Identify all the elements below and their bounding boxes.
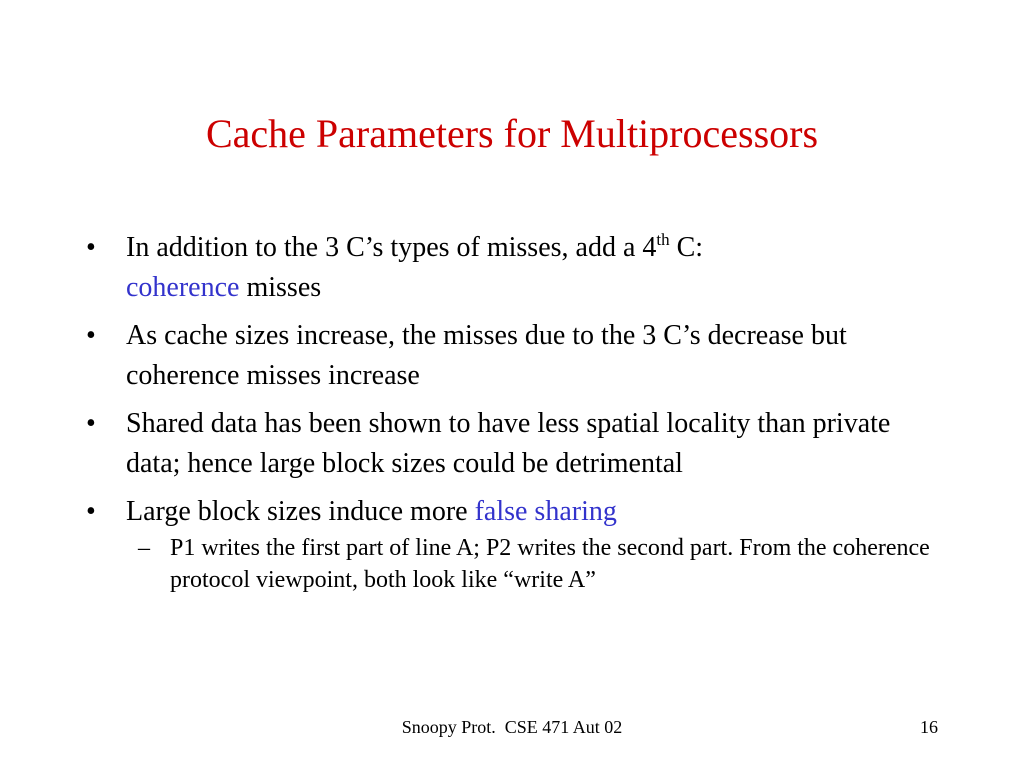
bullet-marker: • bbox=[86, 496, 96, 527]
page-number: 16 bbox=[920, 717, 938, 737]
highlight-false-sharing: false sharing bbox=[474, 496, 617, 527]
bullet-item-4 bbox=[80, 492, 940, 596]
bullet-item-2 bbox=[80, 316, 940, 396]
highlight-coherence: coherence bbox=[126, 272, 240, 303]
bullet-text: C: bbox=[669, 232, 704, 263]
slide-title: Cache Parameters for Multiprocessors bbox=[205, 111, 819, 156]
bullet-text: Large block sizes induce more bbox=[126, 496, 475, 527]
bullet-text: As cache sizes increase, the misses due to the 3 C’s decrease but coherence misses increase bbox=[126, 320, 847, 391]
sub-bullet-marker: – bbox=[138, 535, 150, 561]
superscript-th: th bbox=[656, 229, 670, 249]
bullet-text: Shared data has been shown to have less spatial locality than private data; hence large block sizes could be detrimental bbox=[126, 408, 891, 479]
bullet-marker: • bbox=[86, 408, 96, 439]
bullet-marker: • bbox=[86, 320, 96, 351]
sub-bullet-item-1 bbox=[126, 532, 940, 596]
footer-course-label: Snoopy Prot. CSE 471 Aut 02 bbox=[401, 717, 623, 737]
bullet-text: In addition to the 3 C’s types of misses, add a 4 bbox=[126, 232, 657, 263]
bullet-text: misses bbox=[239, 272, 322, 303]
bullet-item-1 bbox=[80, 228, 940, 308]
bullet-marker: • bbox=[86, 232, 96, 263]
bullet-item-3 bbox=[80, 404, 940, 484]
sub-bullet-list bbox=[126, 532, 940, 596]
bullet-list bbox=[80, 228, 940, 602]
sub-bullet-text: P1 writes the first part of line A; P2 writes the second part. From the coherence protocol viewpoint, both look like “write A” bbox=[170, 535, 930, 593]
